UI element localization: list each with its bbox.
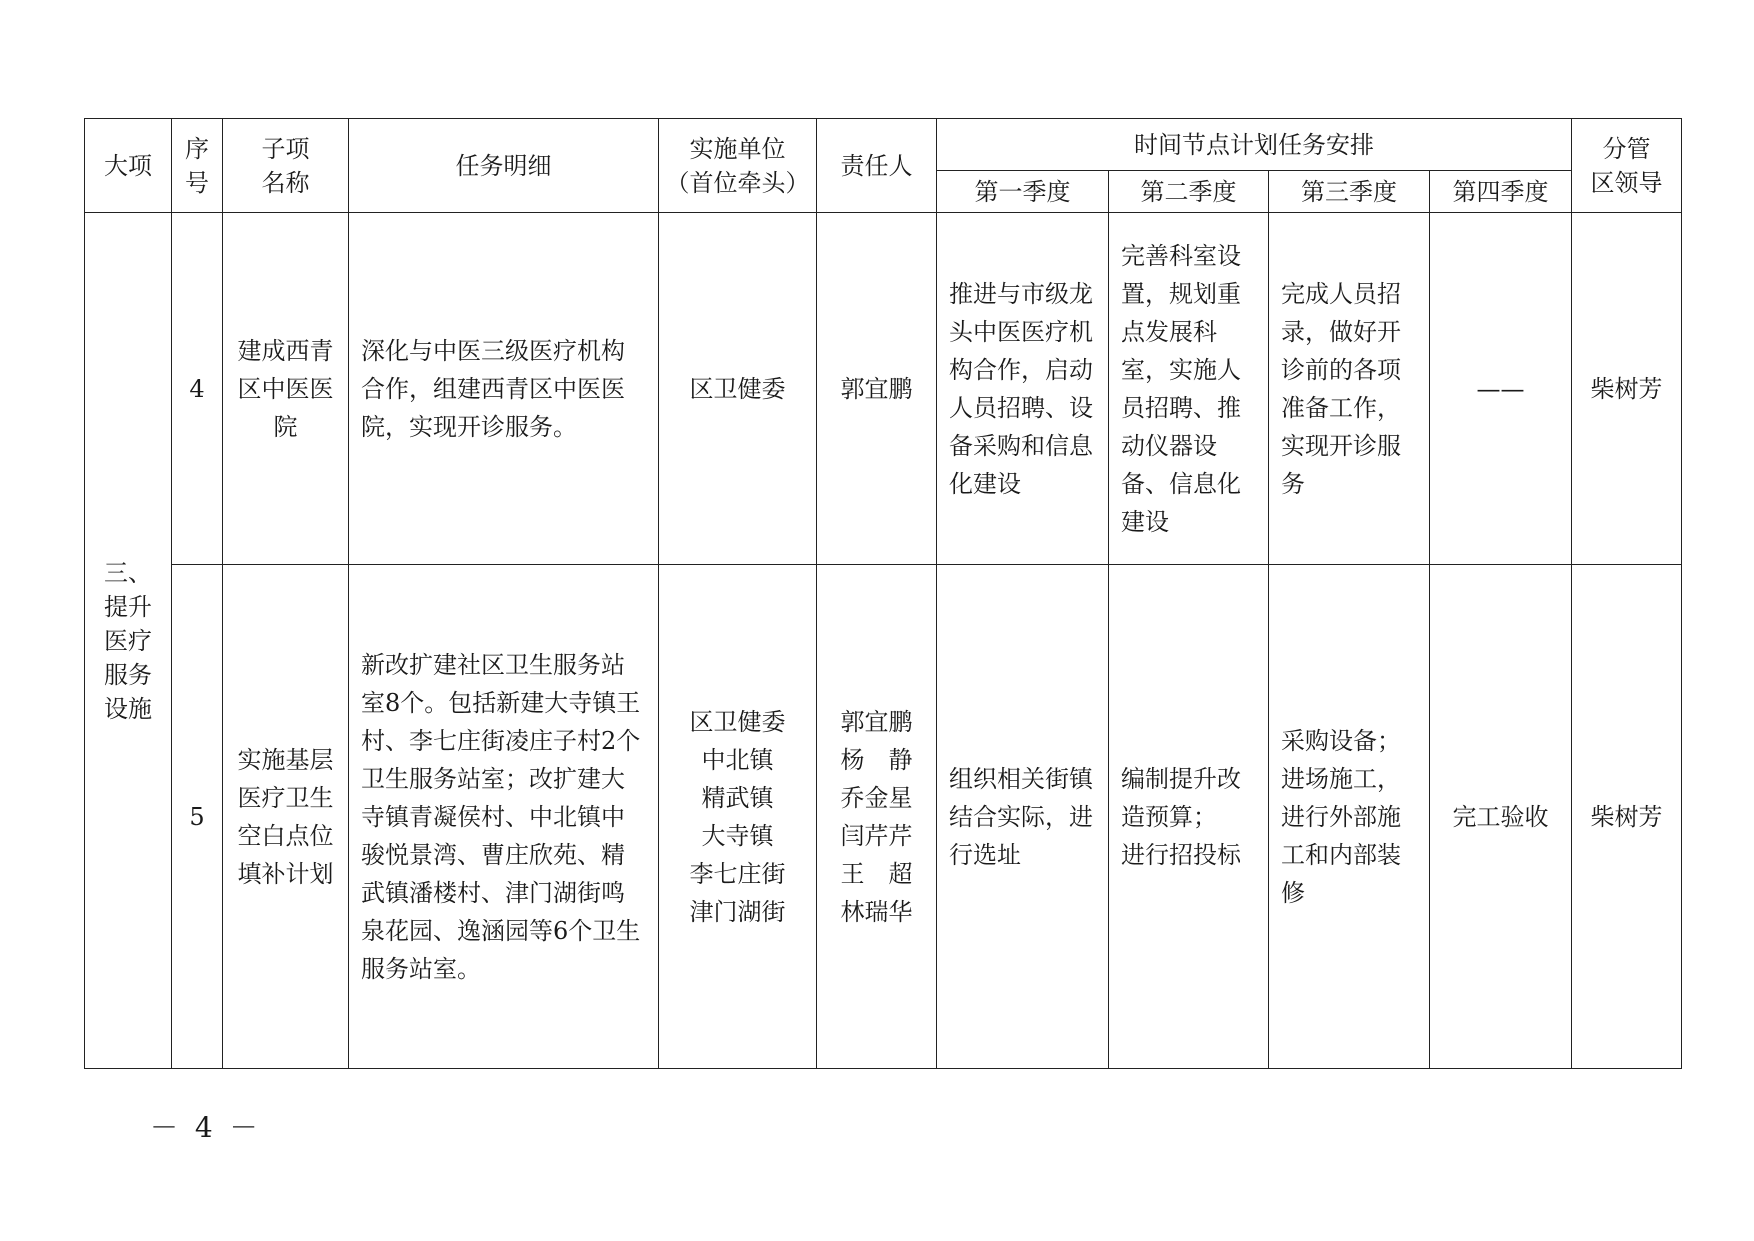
header-leader: 分管 区领导 (1572, 119, 1682, 213)
row-task-detail: 深化与中医三级医疗机构合作，组建西青区中医医院，实现开诊服务。 (349, 213, 659, 565)
header-sub-item: 子项 名称 (223, 119, 349, 213)
header-q4: 第四季度 (1430, 171, 1572, 213)
row-q1: 推进与市级龙头中医医疗机构合作，启动人员招聘、设备采购和信息化建设 (937, 213, 1109, 565)
table-row (85, 213, 1682, 565)
row-sub-item: 建成西青区中医医院 (223, 213, 349, 565)
row-q2: 完善科室设置，规划重点发展科室，实施人员招聘、推动仪器设备、信息化建设 (1109, 213, 1269, 565)
row-q3: 完成人员招录，做好开诊前的各项准备工作，实现开诊服务 (1269, 213, 1430, 565)
row-unit: 区卫健委 中北镇 精武镇 大寺镇 李七庄街 津门湖街 (659, 565, 817, 1069)
row-q4: —— (1430, 213, 1572, 565)
row-responsible: 郭宜鹏 杨 静 乔金星 闫芹芹 王 超 林瑞华 (817, 565, 937, 1069)
row-q1: 组织相关街镇结合实际，进行选址 (937, 565, 1109, 1069)
row-leader: 柴树芳 (1572, 565, 1682, 1069)
header-schedule: 时间节点计划任务安排 (937, 119, 1572, 171)
row-q2: 编制提升改造预算； 进行招投标 (1109, 565, 1269, 1069)
header-q2: 第二季度 (1109, 171, 1269, 213)
header-category: 大项 (85, 119, 172, 213)
task-schedule-table (84, 118, 1682, 1069)
row-leader: 柴树芳 (1572, 213, 1682, 565)
header-q3: 第三季度 (1269, 171, 1430, 213)
row-seq: 5 (172, 565, 223, 1069)
row-responsible: 郭宜鹏 (817, 213, 937, 565)
row-unit: 区卫健委 (659, 213, 817, 565)
header-seq: 序 号 (172, 119, 223, 213)
page-number: － 4 － (150, 1111, 262, 1144)
header-responsible: 责任人 (817, 119, 937, 213)
row-task-detail: 新改扩建社区卫生服务站室8个。包括新建大寺镇王村、李七庄街凌庄子村2个卫生服务站室；改扩建大寺镇青凝侯村、中北镇中骏悦景湾、曹庄欣苑、精武镇潘楼村、津门湖街鸣泉花园、逸涵园等6个卫生服务站室。 (349, 565, 659, 1069)
table-row (85, 565, 1682, 1069)
header-task-detail: 任务明细 (349, 119, 659, 213)
header-unit: 实施单位 （首位牵头） (659, 119, 817, 213)
category-cell: 三、 提升 医疗 服务 设施 (85, 213, 172, 1069)
row-q3: 采购设备； 进场施工，进行外部施工和内部装修 (1269, 565, 1430, 1069)
row-sub-item: 实施基层医疗卫生空白点位填补计划 (223, 565, 349, 1069)
row-seq: 4 (172, 213, 223, 565)
row-q4: 完工验收 (1430, 565, 1572, 1069)
header-q1: 第一季度 (937, 171, 1109, 213)
